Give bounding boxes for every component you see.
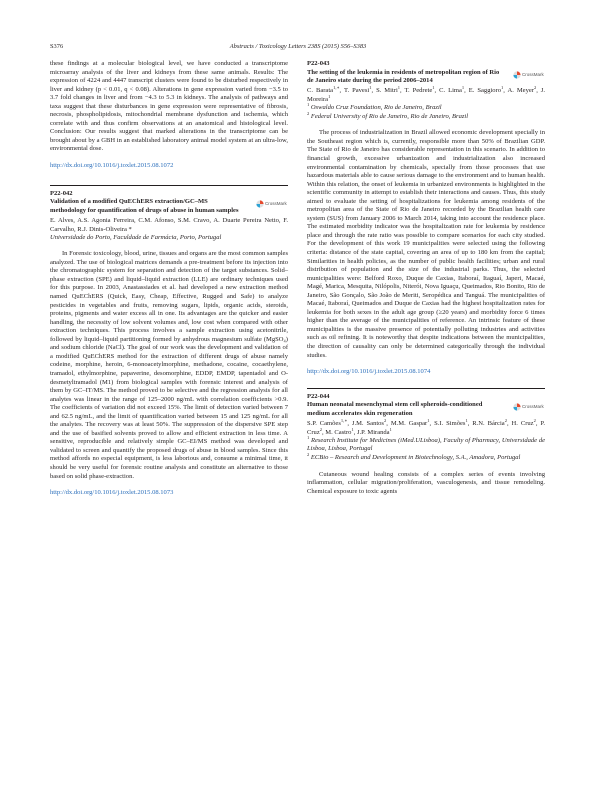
author: C. Barata xyxy=(307,87,334,95)
author-affiliation-marker: 1 xyxy=(369,85,372,91)
affiliation xyxy=(307,110,545,122)
doi-link[interactable]: http://dx.doi.org/10.1016/j.toxlet.2015.08.1072 xyxy=(50,162,174,170)
author-list: E. Alves, A.S. Agonia Ferreira, C.M. Afonso, S.M. Cravo, A. Duarte Pereira Netto, F. Carvalho, R.J. Dinis-Oliveira * xyxy=(50,216,288,233)
crossmark-badge[interactable] xyxy=(513,401,545,412)
right-column xyxy=(307,60,545,496)
author-affiliation-marker: 2 xyxy=(533,85,537,91)
abstract-title: Validation of a modified QuEChERS extraction/GC–MS methodology for quantification of drugs of abuse in human samples xyxy=(50,198,239,214)
abstract-body: The process of industrialization in Brazil allowed economic development specially in the Southeast region which is, currently, responsible more than 50% of Brazilian GDP. The State of Rio de Janeiro has considerable representation in this scenario. In addition to financial growth, excessive urbanization and industrialization also increased environmental contamination by chemicals, specially from those processes that use hazardous materials able to cause serious damage to the environment and to human health. Within this relation, the onset of leukemia in urbanized environments is highlighted in the scientific community in attempt to establish their interactions and causes. Thus, this study aimed to evaluate the setting of hospitalizations for leukemia among residents of the metropolitan area of the State of Rio de Janeiro recorded by the Brazilian health care system (SUS) from January 2006 to March 2014, taking into account the residence place. The estimated morbidity indicator was the hospitalization rate for leukemia by residence place and through the rate ratio was possible to compare scenarios for each city studied. For the development of this work 19 municipalities were selected using the following criteria: distance of the state capital, covering an area of up to 180 km from the capital; Similarities in health policies, as the number of public health facilities; urban and rural distribution of population and the size of the industrial parks. Thus, the selected municipalities were: Belford Roxo, Duque de Caxias, Itaboraí, Itaguaí, Japeri, Macaé, Magé, Marica, Mesquita, Nilópolis, Niterói, Nova Iguaçu, Queimados, Rio Bonito, Rio de Janeiro, São Gonçalo, São João de Meriti, Seropédica and Tanguá. The municipalities of Macaé, Itaboraí, Queimados and Duque de Caxias had the highest hospitalization rates for leukemia for both sexes in the adult age group (≥20 years) and morbidity force 6 times higher than the average of the municipalities of reference. An intrinsic feature of these municipalities is the massive presence of potentially polluting industries and activities such as oil refining. It is noteworthy that despite indications between the municipalities, the direction of causality can only be determined categorically through the individual studies. xyxy=(307,129,545,359)
journal-citation: Abstracts / Toxicology Letters 238S (2015) S56–S383 xyxy=(229,43,367,50)
affiliation-number: 2 xyxy=(307,451,310,457)
crossmark-icon xyxy=(513,71,521,79)
abstract-id: P22-043 xyxy=(307,60,330,67)
divider xyxy=(307,388,545,389)
crossmark-label: CrossMark xyxy=(265,201,287,207)
abstract-body: Cutaneous wound healing consists of a complex series of events involving inflammation, cellular migration/proliferation, vasculogenesis, and tissue remodeling. Chemical exposure to toxic agents xyxy=(307,470,545,495)
author-affiliation-marker: 1 xyxy=(432,85,435,91)
author-affiliation-marker: 1 xyxy=(465,417,468,423)
author-affiliation-marker: 2 xyxy=(504,417,507,423)
author-affiliation-marker: 1 xyxy=(389,426,392,432)
author: C. Lima xyxy=(439,87,462,95)
abstract-title: Human neonatal mesenchymal stem cell spheroids-conditioned medium accelerates skin regeneration xyxy=(307,401,483,417)
affiliation-text: ECBio – Research and Development in Biotechnology, S.A., Amadora, Portugal xyxy=(310,453,521,461)
affiliation xyxy=(307,434,545,454)
crossmark-badge[interactable] xyxy=(513,69,545,80)
author: P. Cruz xyxy=(307,419,545,436)
abstract-body: In Forensic toxicology, blood, urine, tissues and organs are the most common samples analyzed. The use of biological matrices demands a pre-treatment before its injection into the chromatographic system for separation and detection of the target substances. Solid–phase extraction (SPE) and liquid–liquid extraction (LLE) are ordinary techniques used for this purpose. In 2003, Anastassiades et al. had developed a new extraction method named QuEChERS (Quick, Easy, Cheap, Effective, Rugged and Safe) to analyze pesticides in vegetables and fruits, removing sugars, lipids, organic acids, steroids, proteins, pigments and water excess all in one. Its advantages are the quicker and easier handling, the necessity of low solvent volumes and, low cost when compared with other extraction techniques. This process involves a sample extraction using acetonitrile, followed by liquid–liquid partitioning formed by anhydrous magnesium sulfate (MgSO₄) and sodium chloride (NaCl). The goal of our work was the development and validation of a modified QuEChERS method for the extraction of different drugs of abuse namely codeine, morphine, heroin, 6-monoacetylmorphine, methadone, cocaine, cocaethylene, tramadol, ethylmorphine, papaverine, desomorphine, EDDP, EMDP, tapentadol and O-desmetyltramadol (M1) from biological samples with forensic interest and analysis of them by GC–IT/MS. The method proved to be selective and the regression analysis for all analytes was linear in the range of 125–2000 ng/mL with correlation coefficients >0.9. The coefficients of variation did not exceed 15%. The limit of detection varied between 7 and 62.5 ng/mL, and the limit of quantification varied between 15 and 125 ng/mL for all the analytes. The recovery was at least 50%. The suppression of the dispersive SPE step and the use of basified solvents proved to allow and efficient extraction in less time. A sensitive, reproducible and relatively simple GC–EI/MS method was developed and validated to screen and quantify the proposed drugs of abuse in blood samples. Since this method affords no especial equipment, is less laborious and, consume a minimal time, it should be very useful for forensic routine analysis and constitute an alternative to those based on solid phase-extraction. xyxy=(50,250,288,480)
page-number: S376 xyxy=(50,43,64,50)
doi-link[interactable]: http://dx.doi.org/10.1016/j.toxlet.2015.08.1073 xyxy=(50,489,174,497)
divider xyxy=(50,185,288,186)
author-affiliation-marker: 2 xyxy=(383,417,387,423)
crossmark-icon xyxy=(256,200,264,208)
abstract-id: P22-042 xyxy=(50,189,73,197)
abstract-p22-044 xyxy=(307,393,545,497)
author: R.N. Bárcia xyxy=(472,419,505,427)
author: H. Cruz xyxy=(511,419,534,427)
crossmark-label: CrossMark xyxy=(522,71,544,77)
author: M.M. Gaspar xyxy=(390,419,428,427)
author: S. Mitri xyxy=(376,87,398,95)
crossmark-icon xyxy=(513,403,521,411)
abstract-p22-043 xyxy=(307,60,545,377)
author: S.I. Simões xyxy=(434,419,466,427)
affiliation xyxy=(307,451,545,463)
author-affiliation-marker: 1 xyxy=(351,426,354,432)
affiliation-number: 1 xyxy=(307,102,310,108)
author-affiliation-marker: 1 xyxy=(501,85,504,91)
author-affiliation-marker: 1 xyxy=(461,85,465,91)
affiliation-text: Oswaldo Cruz Foundation, Rio de Janeiro, Brazil xyxy=(310,104,442,112)
author-affiliation-marker: 1,∗ xyxy=(340,417,348,423)
author-affiliation-marker: 1 xyxy=(328,94,331,100)
author-affiliation-marker: 1 xyxy=(397,85,401,91)
affiliation-number: 2 xyxy=(307,110,310,116)
crossmark-label: CrossMark xyxy=(522,404,544,410)
author-affiliation-marker: 2 xyxy=(319,426,322,432)
affiliation xyxy=(307,104,545,113)
author: T. Pedrete xyxy=(404,87,433,95)
author: J.P. Miranda xyxy=(357,428,390,436)
author: J. Moreira xyxy=(307,87,545,104)
author: S.P. Camões xyxy=(307,419,341,427)
abstract-p22-042 xyxy=(50,190,288,498)
affiliation-text: Research Institute for Medicines (iMed.ULisboa), Faculty of Pharmacy, Universidade de Lisboa, Lisboa, Portugal xyxy=(307,436,545,453)
doi-link[interactable]: http://dx.doi.org/10.1016/j.toxlet.2015.08.1074 xyxy=(307,368,431,376)
author: J.M. Santos xyxy=(351,419,384,427)
author: E. Saggioro xyxy=(468,87,502,95)
author-list: S.P. Camões$^{1,∗}$, J.M. Santos$^2$, M.M. Gaspar$^1$, S.I. Simões$^1$, R.N. Bárcia$^2$, H. Cruz$^2$, P. Cruz$^2$, M. Castro$^1$, J.P. Miranda$^1$ xyxy=(307,417,545,436)
author-affiliation-marker: 1,∗ xyxy=(333,85,340,91)
author: T. Pavesi xyxy=(343,87,370,95)
page-header xyxy=(50,43,546,55)
crossmark-badge[interactable] xyxy=(256,198,288,209)
continued-abstract-text: these findings at a molecular biological level, we have conducted a transcriptome microarray analysis of the liver and kidneys from these same animals. Results: The expression of 4224 and 4447 transcript clusters were found to be disturbed respectively in liver and kidney (p < 0.01, q < 0.08). Alterations in gene expression varied from −3.5 to 3.7 fold changes in liver and from −4.3 to 5.3 in kidneys. The analysis of pathways and taxa suggest that these disturbances in gene expression were representative of fibrosis, necrosis, phospholipidosis, mitochondrial membrane dysfunction and ischemia, which correlate with and thus confirm observations at an anatomical and histological level. Conclusion: Our results suggest that marked alterations in the transcriptome can be brought about by a GBH in an established laboratory animal model system at an ultra-low, environmental dose. xyxy=(50,60,288,153)
affiliation-number: 1 xyxy=(307,434,310,440)
author-list: C. Barata$^{1,∗}$, T. Pavesi$^1$, S. Mitri$^1$, T. Pedrete$^1$, C. Lima$^1$, E. Saggioro$^1$, A. Meyer$^2$, J. Moreira$^1$ xyxy=(307,85,545,104)
affiliation: Universidade do Porto, Faculdade de Farmácia, Porto, Portugal xyxy=(50,233,222,241)
author: M. Castro xyxy=(325,428,352,436)
author: A. Meyer xyxy=(507,87,534,95)
author-affiliation-marker: 1 xyxy=(427,417,430,423)
abstract-title: The setting of the leukemia in residents of metropolitan region of Rio de Janeiro state during the period 2006–2014 xyxy=(307,68,500,85)
author-affiliation-marker: 2 xyxy=(533,417,536,423)
abstract-id: P22-044 xyxy=(307,392,330,400)
left-column xyxy=(50,60,288,498)
affiliation-text: Federal University of Rio de Janeiro, Rio de Janeiro, Brazil xyxy=(310,112,469,120)
